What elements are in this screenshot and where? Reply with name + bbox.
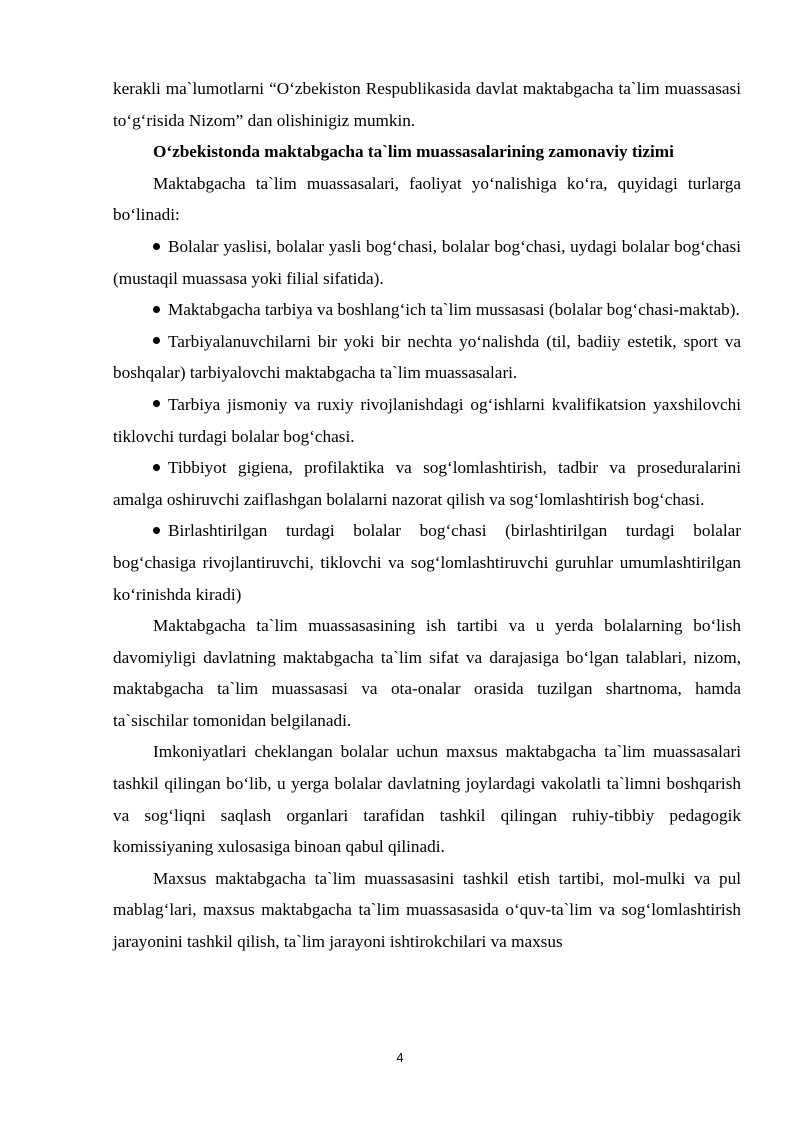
bullet-icon — [153, 464, 160, 471]
bullet-text: Tarbiya jismoniy va ruxiy rivojlanishdagi og‘ishlarni kvalifikatsion yaxshilovchi tiklovchi turdagi bolalar bog‘chasi. — [113, 394, 741, 446]
bullet-item — [113, 389, 741, 452]
body-paragraph: Maxsus maktabgacha ta`lim muassasasini tashkil etish tartibi, mol-mulki va pul mablag‘lari, maxsus maktabgacha ta`lim muassasasida o‘quv-ta`lim va sog‘lomlashtirish jarayonini tashkil qilish, ta`lim jarayoni ishtirokchilari va maxsus — [113, 868, 741, 952]
bullet-text: Tarbiyalanuvchilarni bir yoki bir nechta yo‘nalishda (til, badiiy estetik, sport va boshqalar) tarbiyalovchi maktabgacha ta`lim muassasalari. — [113, 331, 741, 383]
bullet-icon — [153, 337, 160, 344]
document-body — [113, 73, 741, 958]
bullet-item — [113, 294, 741, 326]
bullet-text: Birlashtirilgan turdagi bolalar bog‘chasi (birlashtirilgan turdagi bolalar bog‘chasiga rivojlantiruvchi, tiklovchi va sog‘lomlashtiruvchi guruhlar umumlashtirilgan ko‘rinishda kiradi) — [113, 521, 741, 604]
types-intro-paragraph: Maktabgacha ta`lim muassasalari, faoliyat yo‘nalishiga ko‘ra, quyidagi turlarga bo‘linadi: — [113, 173, 741, 225]
bullet-icon — [153, 306, 160, 313]
bullet-item — [113, 452, 741, 515]
bullet-item — [113, 231, 741, 294]
bullet-text: Maktabgacha tarbiya va boshlang‘ich ta`lim mussasasi (bolalar bog‘chasi-maktab). — [168, 300, 740, 320]
bullet-item — [113, 515, 741, 610]
bullet-icon — [153, 527, 160, 534]
bullet-text: Tibbiyot gigiena, profilaktika va sog‘lomlashtirish, tadbir va proseduralarini amalga oshiruvchi zaiflashgan bolalarni nazorat qilish va sog‘lomlashtirish bog‘chasi. — [113, 458, 741, 509]
bullet-item — [113, 326, 741, 389]
body-paragraph: Imkoniyatlari cheklangan bolalar uchun maxsus maktabgacha ta`lim muassasalari tashkil qilingan bo‘lib, u yerga bolalar davlatning joylardagi vakolatli ta`limni boshqarish va sog‘liqni saqlash organlari tarafidan tashkil qilingan ruhiy-tibbiy pedagogik komissiyaning xulosasiga binoan qabul qilinadi. — [113, 742, 741, 857]
page-number: 4 — [396, 1050, 404, 1065]
bullet-icon — [153, 243, 160, 250]
bullet-icon — [153, 400, 160, 407]
bullet-text: Bolalar yaslisi, bolalar yasli bog‘chasi, bolalar bog‘chasi, uydagi bolalar bog‘chasi (mustaqil muassasa yoki filial sifatida). — [113, 236, 741, 288]
intro-paragraph: kerakli ma`lumotlarni “O‘zbekiston Respublikasida davlat maktabgacha ta`lim muassasasi to‘g‘risida Nizom” dan olishinigiz mumkin. — [113, 79, 741, 130]
section-heading: O‘zbekistonda maktabgacha ta`lim muassasalarining zamonaviy tizimi — [153, 142, 674, 162]
body-paragraph: Maktabgacha ta`lim muassasasining ish tartibi va u yerda bolalarning bo‘lish davomiyligi davlatning maktabgacha ta`lim sifat va darajasiga bo‘lgan talablari, nizom, maktabgacha ta`lim muassasasi va ota-onalar orasida tuzilgan shartnoma, hamda ta`sischilar tomonidan belgilanadi. — [113, 616, 741, 730]
